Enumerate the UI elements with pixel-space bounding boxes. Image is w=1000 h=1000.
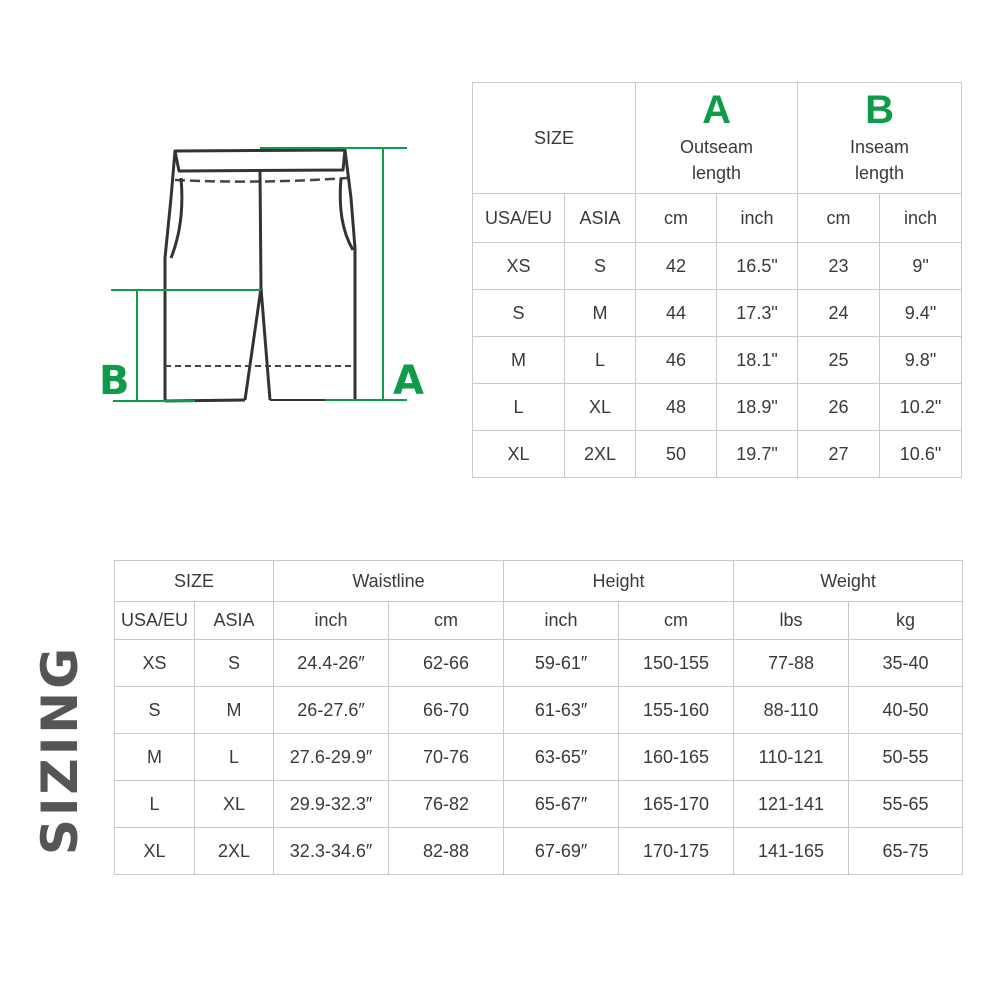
table-cell: 10.6" bbox=[880, 431, 962, 478]
table-cell: XL bbox=[565, 384, 636, 431]
table-cell: 170-175 bbox=[619, 828, 734, 875]
label-a: A bbox=[393, 358, 424, 404]
outseam-label-2: length bbox=[691, 163, 742, 183]
table-cell: 27.6-29.9″ bbox=[274, 734, 389, 781]
table-cell: L bbox=[565, 337, 636, 384]
table-row bbox=[473, 337, 962, 384]
table-cell: 121-141 bbox=[734, 781, 849, 828]
table-cell: 18.1" bbox=[717, 337, 798, 384]
table-cell: 46 bbox=[636, 337, 717, 384]
table-cell: 150-155 bbox=[619, 640, 734, 687]
table-cell: 141-165 bbox=[734, 828, 849, 875]
table-cell: L bbox=[115, 781, 195, 828]
subheader-cell: ASIA bbox=[195, 602, 274, 640]
table-row bbox=[115, 640, 963, 687]
table-cell: 65-75 bbox=[849, 828, 963, 875]
table-cell: M bbox=[195, 687, 274, 734]
table-cell: 67-69″ bbox=[504, 828, 619, 875]
table-cell: 50 bbox=[636, 431, 717, 478]
table-cell: 32.3-34.6″ bbox=[274, 828, 389, 875]
table-cell: XL bbox=[473, 431, 565, 478]
body-size-table bbox=[114, 560, 963, 875]
table-cell: 25 bbox=[798, 337, 880, 384]
table-row bbox=[473, 290, 962, 337]
table-cell: S bbox=[473, 290, 565, 337]
length-subheader-row bbox=[473, 194, 962, 243]
sizing-label bbox=[20, 640, 100, 860]
length-size-table bbox=[472, 82, 962, 478]
outseam-header bbox=[636, 83, 798, 194]
subheader-cell: lbs bbox=[734, 602, 849, 640]
height-header: Height bbox=[504, 561, 734, 602]
table-cell: 76-82 bbox=[389, 781, 504, 828]
table-row bbox=[473, 384, 962, 431]
table-cell: 16.5" bbox=[717, 243, 798, 290]
table-cell: M bbox=[473, 337, 565, 384]
shorts-outline-icon bbox=[95, 138, 425, 413]
table-row bbox=[115, 734, 963, 781]
sizing-text: SIZING bbox=[31, 644, 89, 856]
table-cell: 19.7" bbox=[717, 431, 798, 478]
table-cell: 70-76 bbox=[389, 734, 504, 781]
table-cell: XS bbox=[473, 243, 565, 290]
subheader-cell: inch bbox=[880, 194, 962, 243]
table-cell: S bbox=[115, 687, 195, 734]
table-cell: 155-160 bbox=[619, 687, 734, 734]
table-cell: 48 bbox=[636, 384, 717, 431]
table-cell: 10.2" bbox=[880, 384, 962, 431]
subheader-cell: cm bbox=[389, 602, 504, 640]
table-cell: 26 bbox=[798, 384, 880, 431]
subheader-cell: cm bbox=[636, 194, 717, 243]
table-cell: 65-67″ bbox=[504, 781, 619, 828]
size-header: SIZE bbox=[473, 83, 636, 194]
table-cell: 50-55 bbox=[849, 734, 963, 781]
table-cell: 165-170 bbox=[619, 781, 734, 828]
subheader-cell: inch bbox=[504, 602, 619, 640]
table-cell: 9.8" bbox=[880, 337, 962, 384]
table-cell: 18.9" bbox=[717, 384, 798, 431]
subheader-cell: cm bbox=[798, 194, 880, 243]
table-cell: 62-66 bbox=[389, 640, 504, 687]
table-cell: 77-88 bbox=[734, 640, 849, 687]
table-cell: 63-65″ bbox=[504, 734, 619, 781]
table-row bbox=[115, 687, 963, 734]
subheader-cell: USA/EU bbox=[473, 194, 565, 243]
table-cell: 9" bbox=[880, 243, 962, 290]
subheader-cell: kg bbox=[849, 602, 963, 640]
table-cell: 9.4" bbox=[880, 290, 962, 337]
table-cell: 88-110 bbox=[734, 687, 849, 734]
table-cell: 17.3" bbox=[717, 290, 798, 337]
table-cell: 160-165 bbox=[619, 734, 734, 781]
table-cell: XS bbox=[115, 640, 195, 687]
table-row bbox=[473, 243, 962, 290]
table-cell: M bbox=[565, 290, 636, 337]
shorts-measurement-diagram bbox=[95, 138, 425, 413]
table-cell: M bbox=[115, 734, 195, 781]
table-cell: 29.9-32.3″ bbox=[274, 781, 389, 828]
table-cell: XL bbox=[115, 828, 195, 875]
inseam-label: Inseam bbox=[850, 137, 910, 157]
subheader-cell: inch bbox=[717, 194, 798, 243]
table-cell: 27 bbox=[798, 431, 880, 478]
table-cell: S bbox=[565, 243, 636, 290]
outseam-label: Outseam bbox=[680, 137, 754, 157]
table-cell: 66-70 bbox=[389, 687, 504, 734]
table-cell: XL bbox=[195, 781, 274, 828]
table-cell: 59-61″ bbox=[504, 640, 619, 687]
table-cell: S bbox=[195, 640, 274, 687]
table-cell: 2XL bbox=[565, 431, 636, 478]
table-cell: L bbox=[473, 384, 565, 431]
table-cell: 42 bbox=[636, 243, 717, 290]
table-cell: 26-27.6″ bbox=[274, 687, 389, 734]
label-b: B bbox=[99, 358, 130, 404]
inseam-letter: B bbox=[865, 88, 894, 132]
table-cell: 110-121 bbox=[734, 734, 849, 781]
table-cell: 61-63″ bbox=[504, 687, 619, 734]
table-cell: 2XL bbox=[195, 828, 274, 875]
body-subheader-row bbox=[115, 602, 963, 640]
subheader-cell: cm bbox=[619, 602, 734, 640]
table-row bbox=[473, 431, 962, 478]
waistline-header: Waistline bbox=[274, 561, 504, 602]
table-row bbox=[115, 781, 963, 828]
table-row bbox=[115, 828, 963, 875]
size-header: SIZE bbox=[115, 561, 274, 602]
table-cell: 40-50 bbox=[849, 687, 963, 734]
table-cell: 82-88 bbox=[389, 828, 504, 875]
table-cell: 44 bbox=[636, 290, 717, 337]
subheader-cell: ASIA bbox=[565, 194, 636, 243]
table-cell: 55-65 bbox=[849, 781, 963, 828]
weight-header: Weight bbox=[734, 561, 963, 602]
subheader-cell: inch bbox=[274, 602, 389, 640]
table-cell: 24 bbox=[798, 290, 880, 337]
table-cell: 24.4-26″ bbox=[274, 640, 389, 687]
table-cell: L bbox=[195, 734, 274, 781]
inseam-label-2: length bbox=[854, 163, 905, 183]
outseam-letter: A bbox=[702, 88, 731, 132]
table-cell: 35-40 bbox=[849, 640, 963, 687]
table-cell: 23 bbox=[798, 243, 880, 290]
subheader-cell: USA/EU bbox=[115, 602, 195, 640]
inseam-header bbox=[798, 83, 962, 194]
